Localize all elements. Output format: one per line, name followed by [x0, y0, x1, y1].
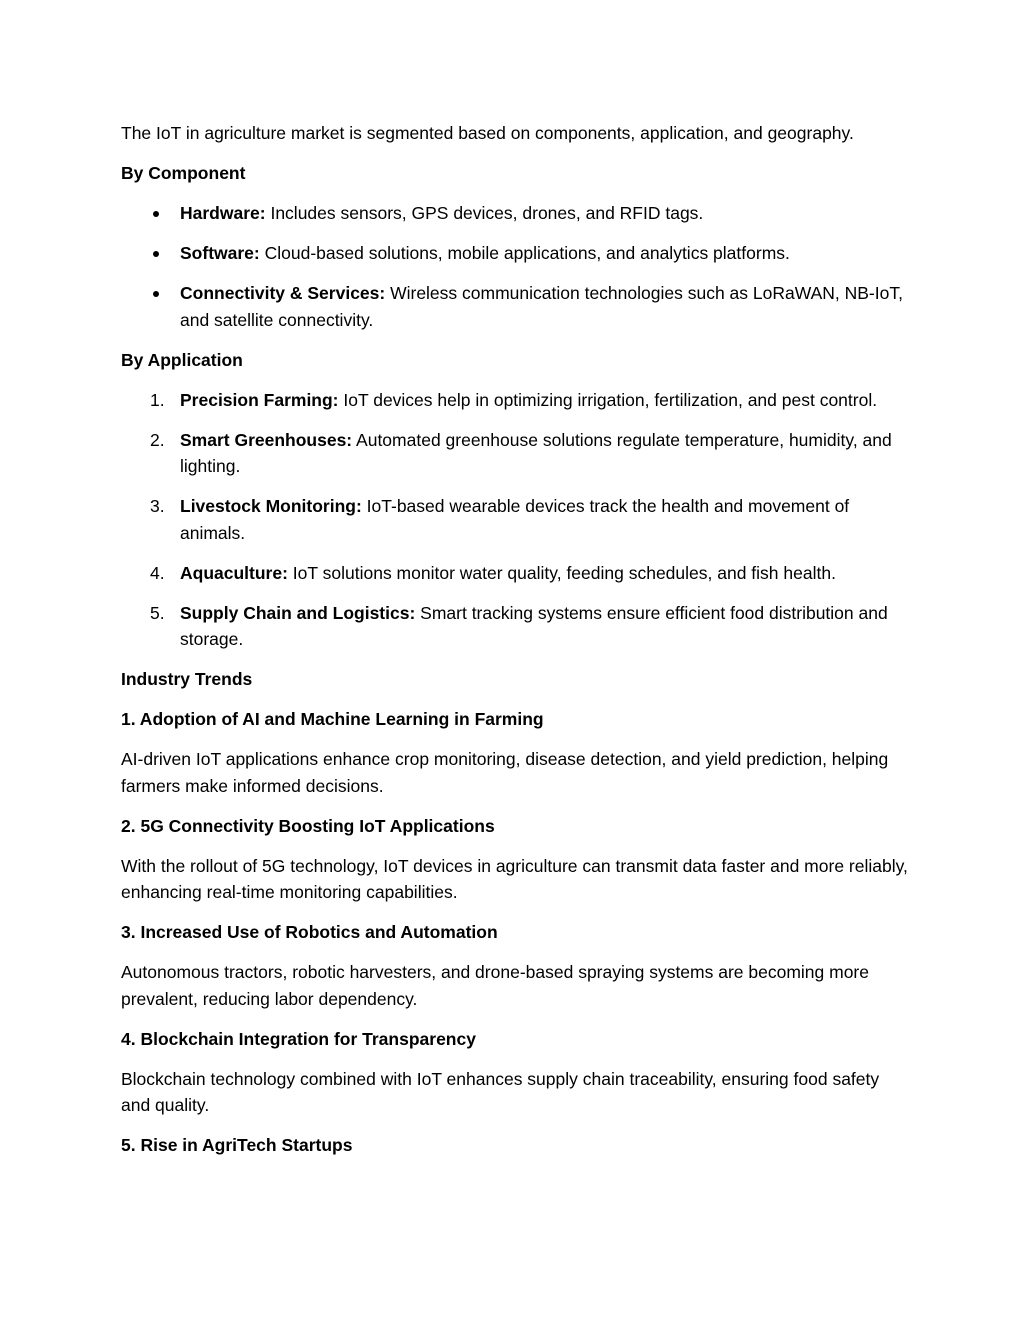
item-number: 5. [150, 602, 165, 623]
item-text: IoT-based wearable devices track the health and movement of animals. [180, 496, 850, 543]
trend-title: 5. Rise in AgriTech Startups [121, 1135, 353, 1155]
trend-body: Autonomous tractors, robotic harvesters, and drone-based spraying systems are becoming more prevalent, reducing labor dependency. [121, 962, 869, 1009]
item-text: Cloud-based solutions, mobile applications, and analytics platforms. [259, 243, 790, 263]
item-term: Hardware: [180, 203, 266, 223]
item-term: Precision Farming: [180, 389, 339, 410]
item-number: 2. [150, 429, 165, 450]
trend-body: AI-driven IoT applications enhance crop monitoring, disease detection, and yield prediction, helping farmers make informed decisions. [121, 749, 889, 796]
item-text: Includes sensors, GPS devices, drones, and RFID tags. [265, 203, 704, 223]
item-text: Automated greenhouse solutions regulate temperature, humidity, and lighting. [180, 429, 892, 476]
intro-paragraph: The IoT in agriculture market is segmented based on components, application, and geography. [121, 123, 854, 143]
trend-title: 2. 5G Connectivity Boosting IoT Applications [121, 815, 495, 836]
item-text: IoT solutions monitor water quality, feeding schedules, and fish health. [287, 562, 836, 583]
item-text: Smart tracking systems ensure efficient food distribution and storage. [180, 602, 888, 649]
list-item [121, 600, 911, 653]
trend-title: 4. Blockchain Integration for Transparency [121, 1028, 476, 1049]
item-text: IoT devices help in optimizing irrigation, fertilization, and pest control. [338, 389, 878, 410]
item-number: 4. [150, 562, 165, 583]
trend-title: 1. Adoption of AI and Machine Learning in Farming [121, 709, 544, 729]
item-text: Wireless communication technologies such as LoRaWAN, NB-IoT, and satellite connectivity. [180, 283, 903, 330]
item-term: Software: [180, 243, 260, 263]
trend-title: 3. Increased Use of Robotics and Automation [121, 922, 498, 942]
industry-trends-heading: Industry Trends [121, 669, 253, 689]
item-number: 1. [150, 389, 165, 410]
item-term: Supply Chain and Logistics: [180, 602, 416, 623]
list-item [121, 427, 911, 480]
item-term: Aquaculture: [180, 562, 288, 583]
list-item [121, 280, 911, 333]
list-item [121, 240, 911, 267]
trend-body: Blockchain technology combined with IoT enhances supply chain traceability, ensuring food safety and quality. [121, 1068, 880, 1115]
item-term: Livestock Monitoring: [180, 496, 362, 516]
item-term: Connectivity & Services: [180, 283, 386, 303]
application-list [121, 387, 911, 653]
item-term: Smart Greenhouses: [180, 429, 353, 450]
list-item [121, 560, 911, 587]
document-page [121, 120, 911, 1172]
by-component-heading: By Component [121, 163, 246, 183]
trend-body: With the rollout of 5G technology, IoT devices in agriculture can transmit data faster and more reliably, enhancing real-time monitoring capabilities. [121, 855, 908, 902]
component-list [121, 200, 911, 333]
list-item [121, 200, 911, 227]
list-item [121, 387, 911, 414]
item-number: 3. [150, 496, 165, 516]
list-item [121, 493, 911, 546]
by-application-heading: By Application [121, 349, 243, 370]
